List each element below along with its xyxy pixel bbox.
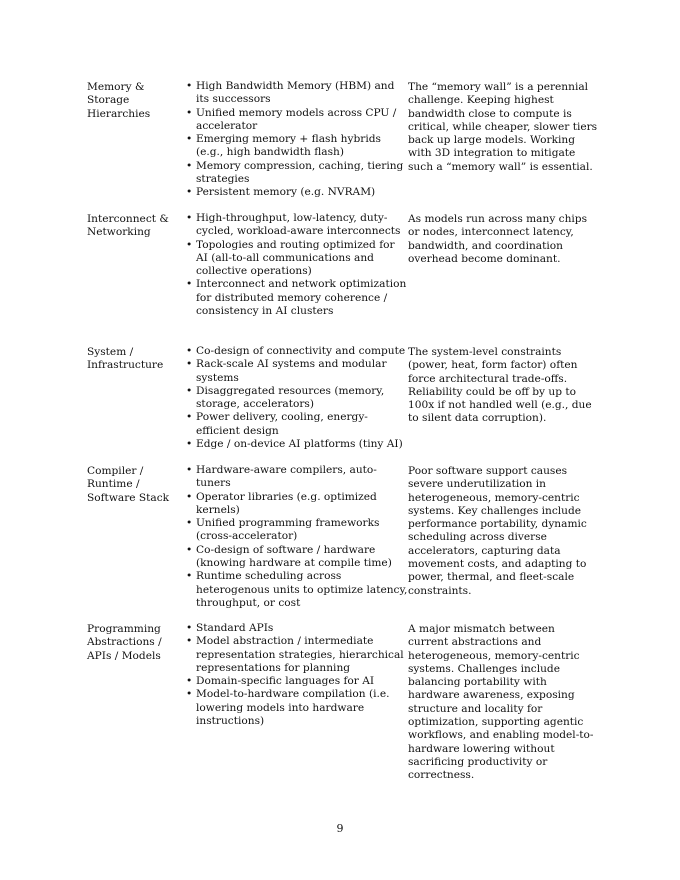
area-name: System / Infrastructure xyxy=(87,346,164,372)
challenge-text: The system-level constraints (power, heat, form factor) often force architectural trade-offs. Reliability could be off by up to 100x if not handled well (e.g., due to silent data corruption). xyxy=(408,346,592,425)
topic-list xyxy=(186,80,408,200)
area-name: Memory & Storage Hierarchies xyxy=(87,81,151,120)
table-row-compiler xyxy=(87,464,607,622)
area-name: Compiler / Runtime / Software Stack xyxy=(87,465,170,504)
area-name: Interconnect & Networking xyxy=(87,213,169,239)
list-item: • Model-to-hardware compilation (i.e. lowering models into hardware instructions) xyxy=(186,688,408,728)
list-item: • Model abstraction / intermediate representation strategies, hierarchical representations for planning xyxy=(186,635,408,675)
list-item: • Edge / on-device AI platforms (tiny AI) xyxy=(186,438,408,451)
list-item: • Domain-specific languages for AI xyxy=(186,675,408,688)
list-item: • Emerging memory + flash hybrids (e.g., high bandwidth flash) xyxy=(186,133,408,160)
list-item: • Topologies and routing optimized for AI (all-to-all communications and collective operations) xyxy=(186,239,408,279)
table-row-system xyxy=(87,345,607,464)
list-item: • Operator libraries (e.g. optimized kernels) xyxy=(186,491,408,518)
topic-list xyxy=(186,212,408,318)
list-item: • Standard APIs xyxy=(186,622,408,635)
list-item: • Unified programming frameworks (cross-accelerator) xyxy=(186,517,408,544)
list-item: • High-throughput, low-latency, duty-cycled, workload-aware interconnects xyxy=(186,212,408,239)
research-areas-table xyxy=(87,80,607,783)
challenge-text: A major mismatch between current abstractions and heterogeneous, memory-centric systems. Challenges include balancing portability with hardware awareness, exposing structure and locality for optimization, supporting agentic workflows, and enabling model-to-hardware lowering without sacrificing productivity or correctness. xyxy=(408,623,594,782)
list-item: • Rack-scale AI systems and modular systems xyxy=(186,358,408,385)
page-number: 9 xyxy=(336,822,344,835)
list-item: • Memory compression, caching, tiering strategies xyxy=(186,160,408,187)
table-row-memory xyxy=(87,80,607,212)
list-item: • Disaggregated resources (memory, storage, accelerators) xyxy=(186,385,408,412)
list-item: • Runtime scheduling across heterogenous units to optimize latency, throughput, or cost xyxy=(186,570,408,610)
list-item: • Power delivery, cooling, energy-efficient design xyxy=(186,411,408,438)
challenge-text: The “memory wall” is a perennial challenge. Keeping highest bandwidth close to compute is critical, while cheaper, slower tiers back up large models. Working with 3D integration to mitigate such a “memory wall” is essential. xyxy=(408,81,598,173)
topic-list xyxy=(186,622,408,728)
list-item: • High Bandwidth Memory (HBM) and its successors xyxy=(186,80,408,107)
list-item: • Co-design of connectivity and compute xyxy=(186,345,408,358)
topic-list xyxy=(186,345,408,451)
table-row-programming xyxy=(87,622,607,783)
challenge-text: As models run across many chips or nodes, interconnect latency, bandwidth, and coordination overhead become dominant. xyxy=(408,213,588,265)
table-row-interconnect xyxy=(87,212,607,345)
challenge-text: Poor software support causes severe underutilization in heterogeneous, memory-centric systems. Key challenges include performance portability, dynamic scheduling across diverse accelerators, capturing data movement costs, and adapting to power, thermal, and fleet-scale constraints. xyxy=(408,465,587,597)
list-item: • Co-design of software / hardware (knowing hardware at compile time) xyxy=(186,544,408,571)
list-item: • Unified memory models across CPU / accelerator xyxy=(186,107,408,134)
list-item: • Interconnect and network optimization for distributed memory coherence / consistency in AI clusters xyxy=(186,278,408,318)
area-name: Programming Abstractions / APIs / Models xyxy=(87,623,162,662)
list-item: • Persistent memory (e.g. NVRAM) xyxy=(186,186,408,199)
list-item: • Hardware-aware compilers, auto-tuners xyxy=(186,464,408,491)
topic-list xyxy=(186,464,408,610)
